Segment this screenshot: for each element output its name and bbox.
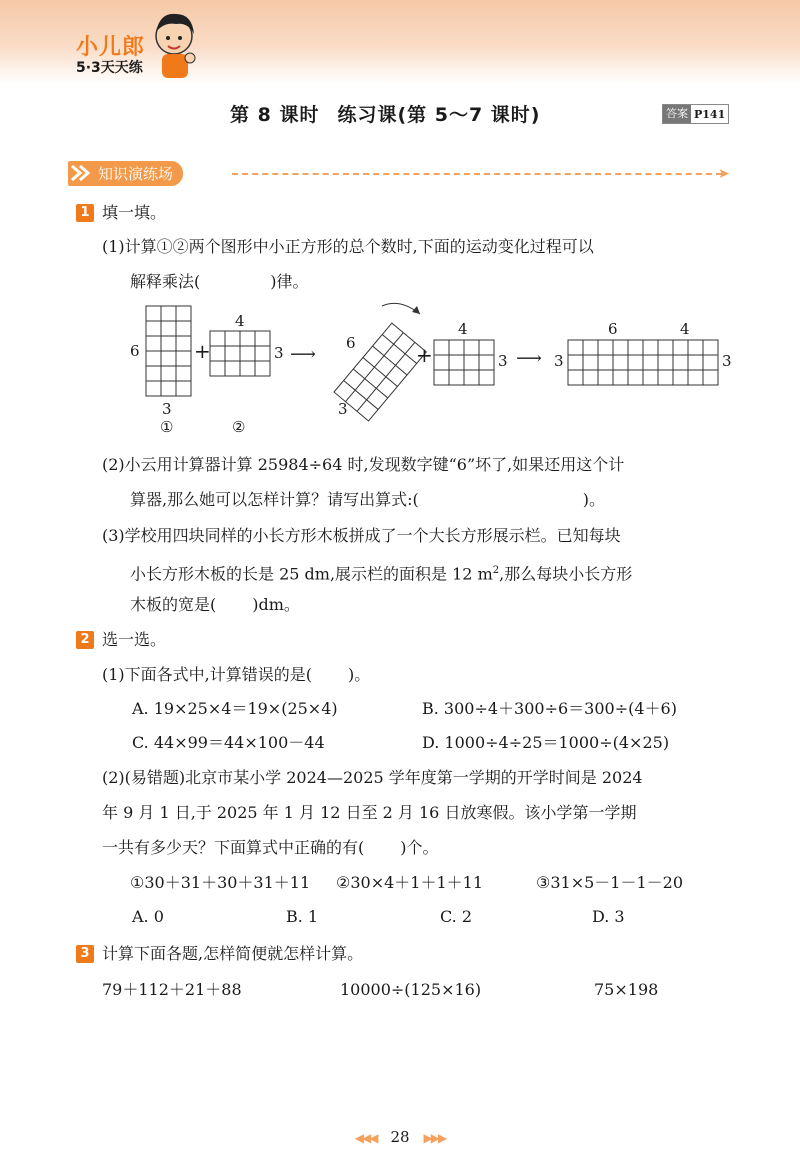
q1-number: 1: [76, 204, 94, 222]
q1-title: 填一填。: [102, 203, 167, 222]
q2-expr-3: ③31×5－1－1－20: [536, 873, 684, 892]
grid2-top-label: 4: [235, 312, 245, 330]
lesson-title: [230, 100, 559, 127]
q3-title: 计算下面各题,怎样简便就怎样计算。: [102, 944, 364, 963]
q2-option-c: C. 44×99＝44×100－44: [132, 733, 325, 752]
q3-expr-2: 10000÷(125×16): [340, 980, 482, 999]
q2-option-b: B. 300÷4＋300÷6＝300÷(4＋6): [422, 699, 677, 718]
section-title: 知识演练场: [68, 161, 183, 186]
grid5-top-label-6: 6: [608, 320, 618, 338]
q1-part3-line2: 小长方形木板的长是 25 dm,展示栏的面积是 12 $m^2$,那么每块小长方形: [130, 564, 633, 584]
section-banner: [68, 161, 232, 185]
grid5-top-label-4: 4: [680, 320, 690, 338]
lesson-number: 第 8 课时: [230, 104, 320, 126]
q2-number: 2: [76, 631, 94, 649]
q2-part2-line3: 一共有多少天？下面算式中正确的有( )个。: [102, 838, 439, 857]
grid1-bottom-label: 3: [162, 400, 172, 418]
q2-part1: (1)下面各式中,计算错误的是( )。: [102, 665, 371, 684]
prev-arrows-icon: ◀◀◀: [354, 1131, 377, 1145]
q2-expr-1: ①30＋31＋30＋31＋11: [130, 873, 311, 892]
q2-option-a: A. 19×25×4＝19×(25×4): [132, 699, 338, 718]
lesson-name: 练习课(第 5～7 课时): [337, 104, 541, 126]
answer-ref-label: 答案: [663, 105, 691, 123]
q2-part2-line2: 年 9 月 1 日,于 2025 年 1 月 12 日至 2 月 16 日放寒假。该小学第一学期: [102, 803, 637, 822]
page-header: [0, 0, 800, 84]
grid4-top-label: 4: [458, 320, 468, 338]
grid1-tag: ①: [160, 418, 174, 436]
double-chevron-icon: [70, 163, 94, 183]
q2-title: 选一选。: [102, 630, 167, 649]
brand-title: 小儿郎: [76, 35, 146, 60]
q2-part2-line1: (2)(易错题)北京市某小学 2024—2025 学年度第一学期的开学时间是 2024: [102, 768, 643, 787]
q3-expr-1: 79＋112＋21＋88: [102, 980, 242, 999]
grid4-right-label: 3: [498, 352, 508, 370]
q2-expr-2: ②30×4＋1＋1＋11: [336, 873, 484, 892]
q1-part2-line2: 算器,那么她可以怎样计算？请写出算式:( )。: [130, 490, 605, 509]
arrow-1: ⟶: [290, 344, 316, 365]
rotation-arrowhead-icon: [412, 306, 420, 314]
q1-part3-line3: 木板的宽是( )dm。: [130, 595, 300, 614]
grid2-right-label: 3: [274, 344, 284, 362]
next-arrows-icon: ▶▶▶: [423, 1131, 446, 1145]
q2-choice-b: B. 1: [286, 907, 319, 926]
grid-5: [568, 340, 718, 385]
answer-reference: [662, 104, 729, 124]
grid5-left-label: 3: [554, 352, 564, 370]
q3-number: 3: [76, 945, 94, 963]
grid5-right-label: 3: [722, 352, 732, 370]
page-footer: [0, 1128, 800, 1146]
grid-1: [146, 306, 191, 396]
page-number: 28: [390, 1128, 410, 1146]
arrow-2: ⟶: [516, 348, 542, 369]
q1-part1-line1: (1)计算①②两个图形中小正方形的总个数时,下面的运动变化过程可以: [102, 237, 594, 256]
q2-choice-c: C. 2: [440, 907, 473, 926]
grid3-label-6: 6: [346, 334, 356, 352]
transformation-figure: [120, 300, 740, 440]
q3-expr-3: 75×198: [594, 980, 659, 999]
plus-sign: +: [194, 339, 211, 363]
q1-part1-line2: 解释乘法( )律。: [130, 272, 309, 291]
grid-2: [210, 331, 270, 376]
q2-choice-d: D. 3: [592, 907, 625, 926]
mascot-icon: [150, 6, 200, 80]
section-divider: [232, 173, 722, 175]
answer-ref-page: P141: [694, 107, 726, 121]
q2-choice-a: A. 0: [132, 907, 164, 926]
grid3-label-3: 3: [338, 400, 348, 418]
grid2-tag: ②: [232, 418, 246, 436]
brand-subtitle: 5·3天天练: [76, 60, 143, 76]
divider-arrow-icon: ➤: [718, 166, 730, 182]
plus-sign-2: +: [416, 343, 433, 367]
q1-part3-line1: (3)学校用四块同样的小长方形木板拼成了一个大长方形展示栏。已知每块: [102, 526, 621, 545]
grid-4: [434, 340, 494, 385]
grid1-left-label: 6: [130, 342, 140, 360]
q2-option-d: D. 1000÷4÷25＝1000÷(4×25): [422, 733, 670, 752]
q1-part2-line1: (2)小云用计算器计算 25984÷64 时,发现数字键“6”坏了,如果还用这个计: [102, 455, 625, 474]
